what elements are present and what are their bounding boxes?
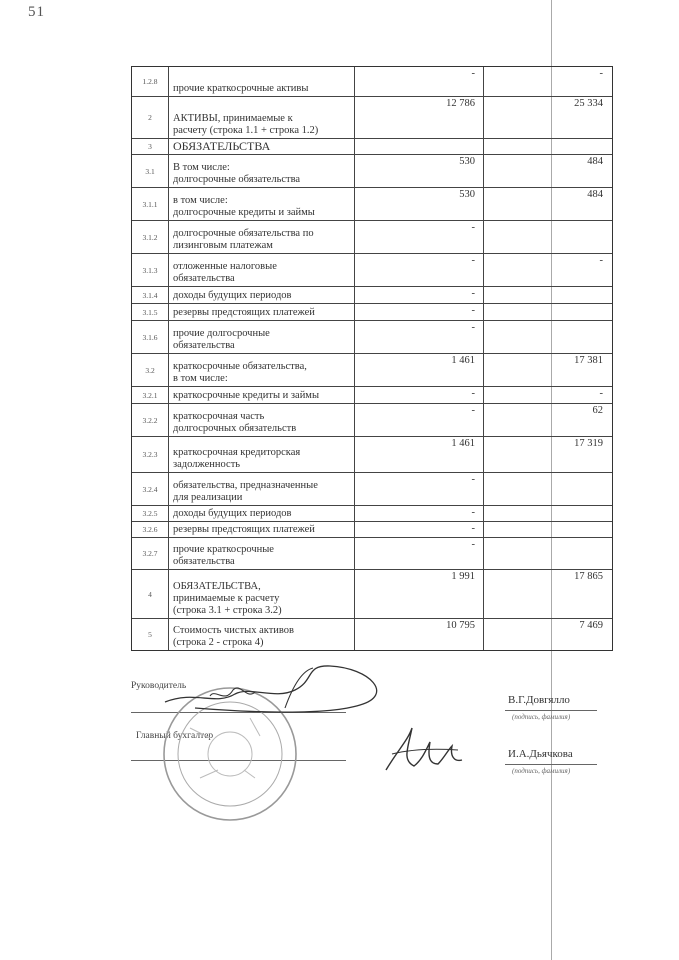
row-number: 3 (132, 139, 169, 154)
head-caption: (подпись, фамилия) (512, 713, 571, 721)
value-start-period: - (355, 321, 484, 353)
accountant-signature (378, 720, 468, 780)
value-start-period (355, 139, 484, 154)
row-name-line: обязательства (173, 556, 235, 567)
row-name-line: прочие краткосрочные (173, 544, 274, 555)
row-indicator-name (169, 287, 355, 303)
table-row (132, 286, 612, 303)
table-row (132, 154, 612, 187)
table-row (132, 96, 612, 138)
row-name-line: Стоимость чистых активов (173, 625, 295, 636)
table-row (132, 618, 612, 650)
row-name-line: (строка 2 - строка 4) (173, 637, 264, 648)
value-start-period: 1 991 (355, 570, 484, 618)
value-start-period: - (355, 254, 484, 286)
row-name-line: принимаемые к расчету (173, 593, 280, 604)
row-name-line: краткосрочные обязательства, (173, 361, 307, 372)
value-start-period: - (355, 506, 484, 521)
row-name-line: В том числе: (173, 162, 230, 173)
table-row (132, 320, 612, 353)
value-start-period: 1 461 (355, 354, 484, 386)
row-name-line: долгосрочных обязательств (173, 423, 297, 434)
value-end-period (484, 473, 610, 505)
row-number: 3.1.5 (132, 304, 169, 320)
row-number: 3.2.4 (132, 473, 169, 505)
row-number: 3.1.3 (132, 254, 169, 286)
value-end-period: - (599, 68, 603, 79)
value-end-period: 25 334 (574, 98, 603, 109)
accountant-label: Главный бухгалтер (136, 731, 214, 741)
row-number: 3.2.1 (132, 387, 169, 403)
row-number: 1.2.8 (132, 67, 169, 96)
row-indicator-name (169, 155, 355, 187)
row-indicator-name (169, 473, 355, 505)
row-indicator-name (169, 437, 355, 472)
value-end-period (484, 506, 610, 521)
row-indicator-name (169, 387, 355, 403)
row-number: 4 (132, 570, 169, 618)
row-name-line: долгосрочные обязательства по (173, 228, 314, 239)
accountant-name: И.А.Дьячкова (508, 748, 573, 760)
value-end-period (484, 287, 610, 303)
row-name-line: доходы будущих периодов (173, 290, 292, 301)
accountant-name-line (505, 764, 597, 765)
row-number: 3.1.6 (132, 321, 169, 353)
net-assets-table (131, 66, 613, 651)
accountant-caption: (подпись, фамилия) (512, 767, 571, 775)
table-row (132, 303, 612, 320)
value-end-period (484, 304, 610, 320)
value-end-period: 17 865 (574, 571, 603, 582)
value-end-period: 62 (592, 405, 603, 416)
row-number: 3.2.3 (132, 437, 169, 472)
value-start-period: - (355, 404, 484, 436)
row-name-line: в том числе: (173, 195, 228, 206)
row-name-line: прочие краткосрочные активы (173, 83, 309, 94)
row-name-line: краткосрочная часть (173, 411, 265, 422)
row-number: 5 (132, 619, 169, 650)
row-number: 3.1.1 (132, 188, 169, 220)
value-start-period: 12 786 (355, 97, 484, 138)
table-row (132, 138, 612, 154)
row-name-line: для реализации (173, 492, 243, 503)
row-number: 3.2.7 (132, 538, 169, 569)
row-number: 3.2.2 (132, 404, 169, 436)
table-row (132, 569, 612, 618)
row-number: 3.1 (132, 155, 169, 187)
row-indicator-name (169, 254, 355, 286)
row-name-line: ОБЯЗАТЕЛЬСТВА, (173, 581, 261, 592)
row-name-line: резервы предстоящих платежей (173, 524, 315, 535)
value-start-period: - (355, 538, 484, 569)
table-row (132, 353, 612, 386)
row-indicator-name (169, 506, 355, 521)
value-start-period: - (355, 221, 484, 253)
row-number: 3.1.4 (132, 287, 169, 303)
row-name-line: в том числе: (173, 373, 228, 384)
value-end-period (484, 321, 610, 353)
value-end-period (484, 221, 610, 253)
row-number: 2 (132, 97, 169, 138)
row-name-line: отложенные налоговые (173, 261, 277, 272)
value-start-period: - (355, 67, 484, 96)
table-row (132, 187, 612, 220)
row-indicator-name (169, 404, 355, 436)
row-number: 3.2 (132, 354, 169, 386)
value-start-period: 530 (355, 155, 484, 187)
head-label: Руководитель (131, 681, 187, 691)
row-name-line: обязательства, предназначенные (173, 480, 318, 491)
row-name-line: долгосрочные обязательства (173, 174, 301, 185)
row-name-line: краткосрочные кредиты и займы (173, 390, 320, 401)
row-name-line: ОБЯЗАТЕЛЬСТВА (173, 139, 271, 153)
row-number: 3.2.5 (132, 506, 169, 521)
row-indicator-name (169, 522, 355, 537)
table-row (132, 436, 612, 472)
table-row (132, 67, 612, 96)
value-start-period: 10 795 (355, 619, 484, 650)
value-end-period (484, 522, 610, 537)
page-number: 51 (28, 4, 45, 20)
value-end-period: 17 319 (574, 438, 603, 449)
table-row (132, 521, 612, 537)
row-name-line: задолженность (173, 459, 241, 470)
head-name: В.Г.Довгялло (508, 694, 570, 706)
value-start-period: - (355, 304, 484, 320)
row-name-line: краткосрочная кредиторская (173, 447, 301, 458)
row-indicator-name (169, 619, 355, 650)
value-start-period: 530 (355, 188, 484, 220)
row-indicator-name (169, 221, 355, 253)
row-indicator-name (169, 570, 355, 618)
value-start-period: - (355, 287, 484, 303)
value-end-period: 7 469 (579, 620, 603, 631)
row-name-line: расчету (строка 1.1 + строка 1.2) (173, 125, 319, 136)
table-row (132, 537, 612, 569)
table-row (132, 220, 612, 253)
row-name-line: обязательства (173, 340, 235, 351)
row-name-line: долгосрочные кредиты и займы (173, 207, 315, 218)
row-indicator-name (169, 354, 355, 386)
row-indicator-name (169, 304, 355, 320)
row-indicator-name (169, 538, 355, 569)
row-name-line: резервы предстоящих платежей (173, 307, 315, 318)
row-number: 3.1.2 (132, 221, 169, 253)
row-name-line: доходы будущих периодов (173, 508, 292, 519)
row-name-line: лизинговым платежам (173, 240, 273, 251)
head-name-line (505, 710, 597, 711)
head-signature (155, 660, 395, 720)
table-row (132, 472, 612, 505)
value-end-period: 484 (587, 189, 603, 200)
value-start-period: - (355, 387, 484, 403)
value-end-period (484, 139, 610, 154)
table-row (132, 505, 612, 521)
value-end-period (484, 538, 610, 569)
value-end-period: 484 (587, 156, 603, 167)
row-indicator-name (169, 97, 355, 138)
row-name-line: (строка 3.1 + строка 3.2) (173, 605, 282, 616)
row-indicator-name (169, 139, 355, 154)
row-name-line: прочие долгосрочные (173, 328, 270, 339)
row-number: 3.2.6 (132, 522, 169, 537)
row-name-line: обязательства (173, 273, 235, 284)
value-end-period: - (599, 255, 603, 266)
row-indicator-name (169, 321, 355, 353)
value-start-period: - (355, 522, 484, 537)
table-row (132, 386, 612, 403)
table-row (132, 253, 612, 286)
value-end-period: - (599, 388, 603, 399)
value-start-period: 1 461 (355, 437, 484, 472)
row-indicator-name (169, 67, 355, 96)
value-start-period: - (355, 473, 484, 505)
value-end-period: 17 381 (574, 355, 603, 366)
row-indicator-name (169, 188, 355, 220)
table-row (132, 403, 612, 436)
row-name-line: АКТИВЫ, принимаемые к (173, 113, 293, 124)
